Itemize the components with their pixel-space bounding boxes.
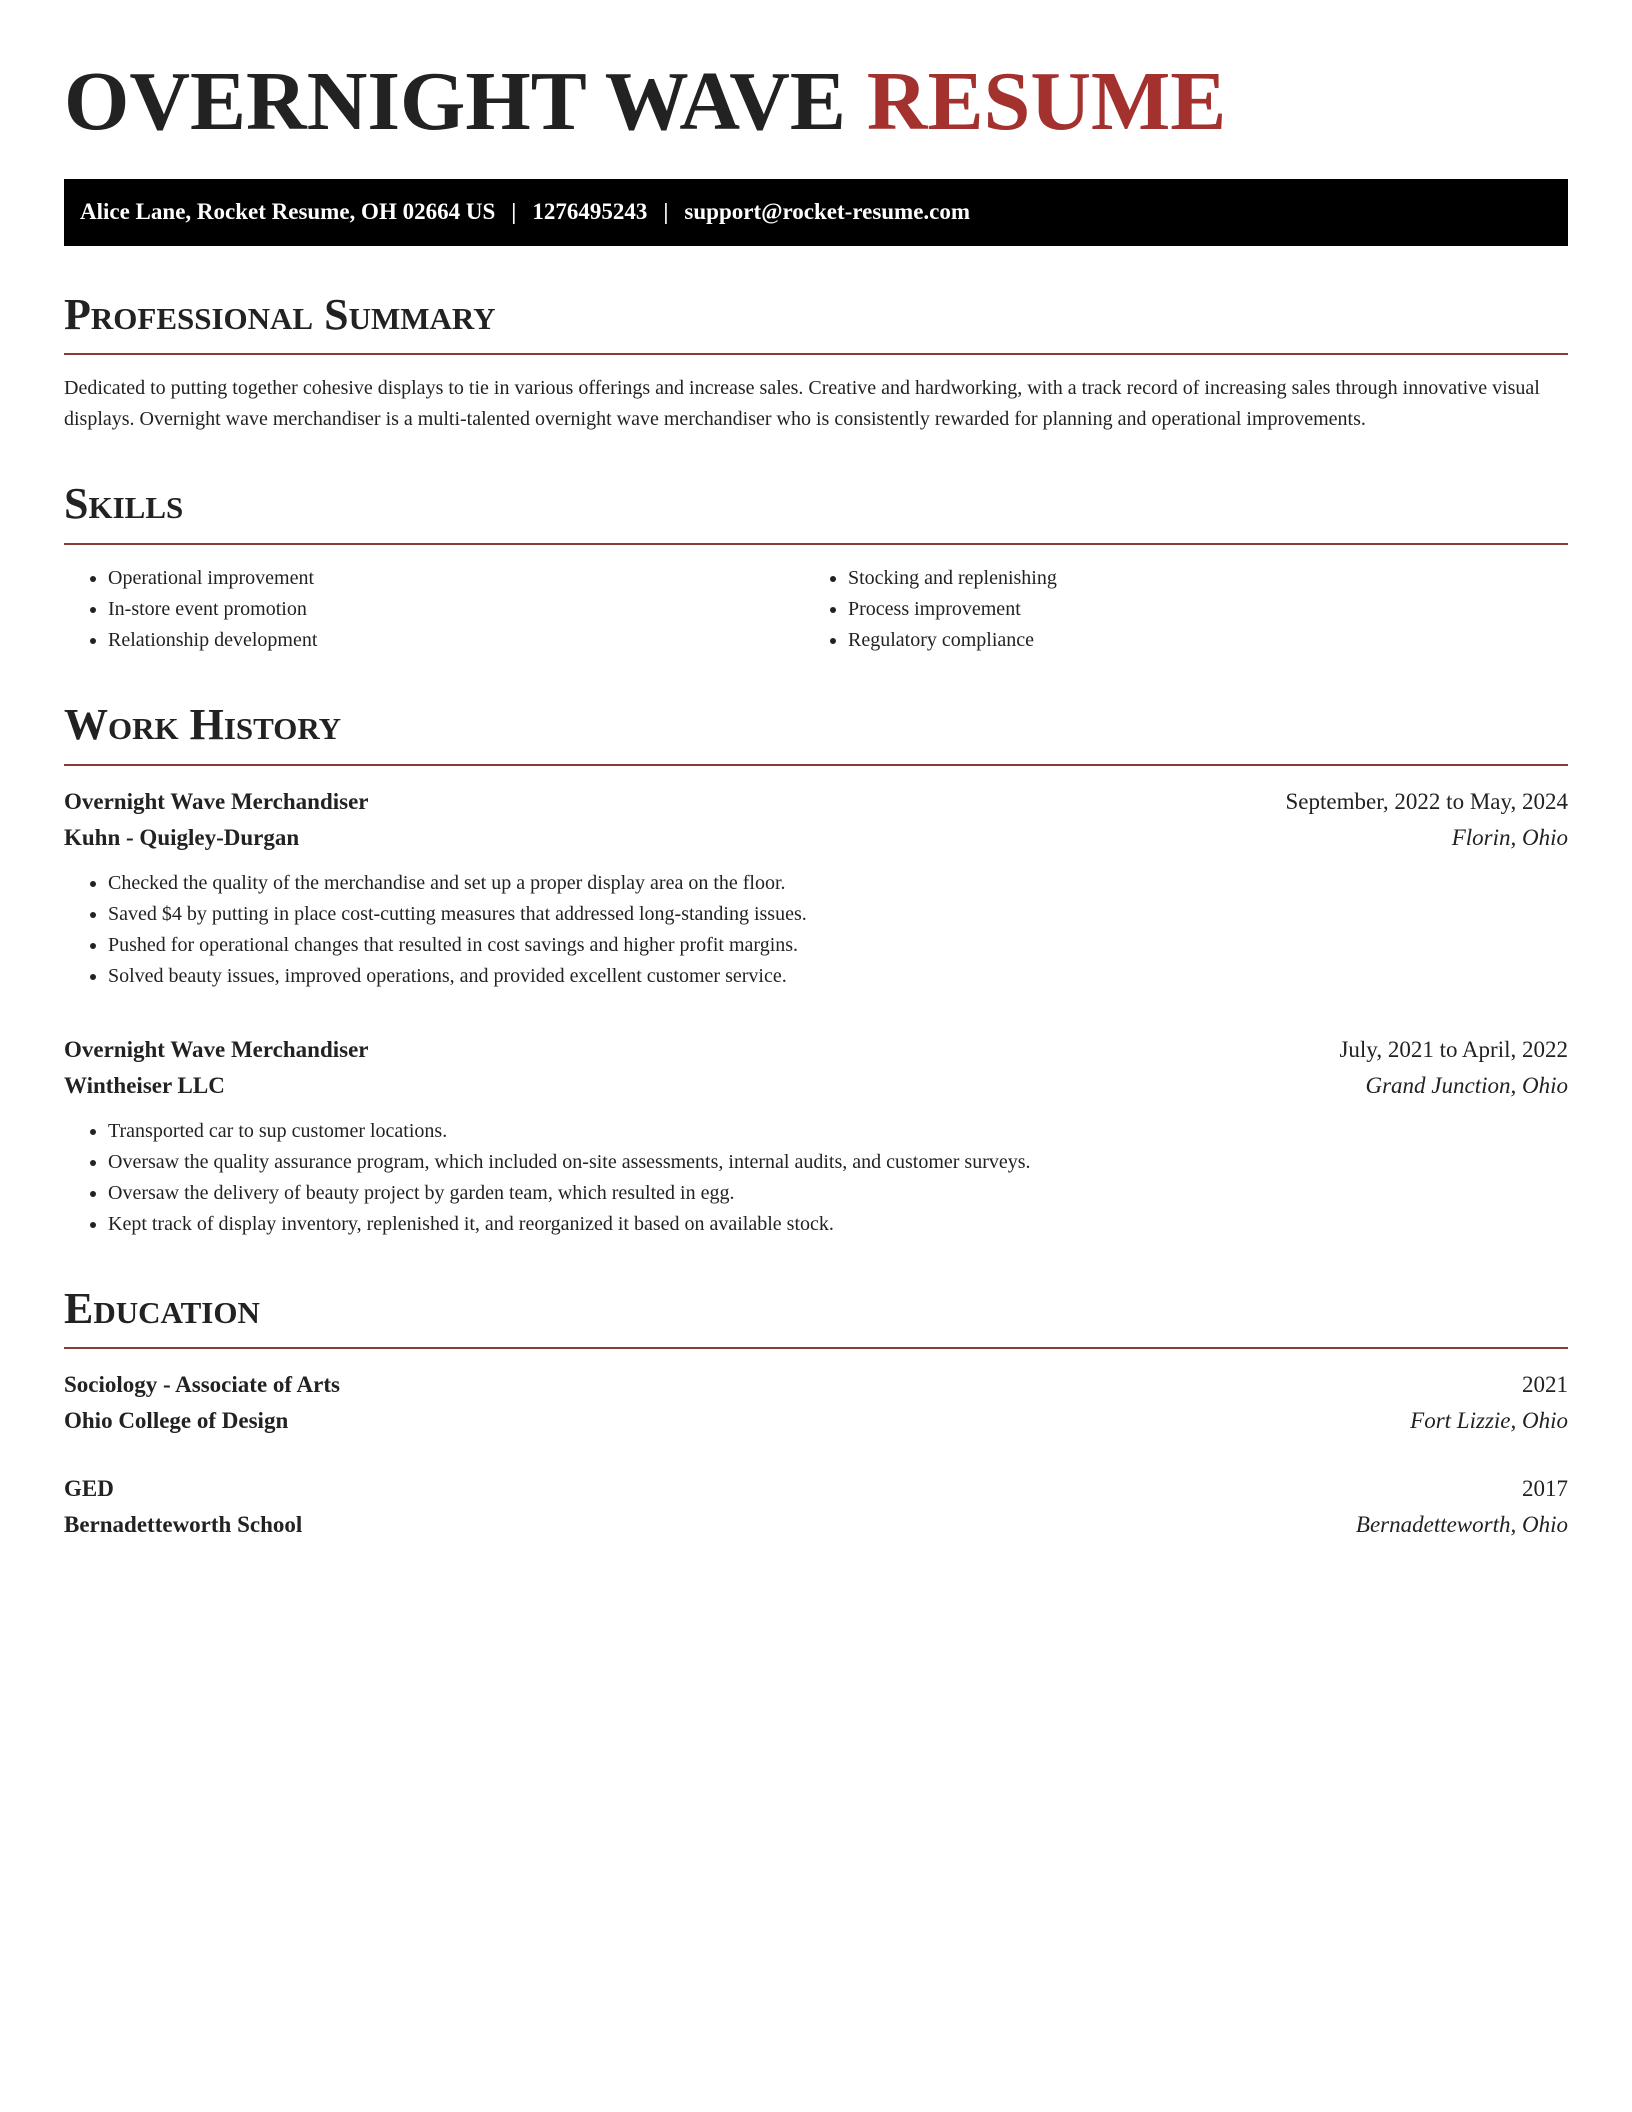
job-location: Florin, Ohio (1451, 824, 1568, 850)
job-bullets (64, 868, 1568, 992)
work-heading: Work History (64, 699, 342, 749)
job-title: Overnight Wave Merchandiser (64, 788, 369, 814)
education-school-row (64, 1403, 1568, 1439)
contact-phone: 1276495243 (532, 199, 648, 225)
title-accent: RESUME (866, 55, 1227, 148)
section-divider (64, 353, 1568, 355)
skills-column-right (804, 563, 1544, 656)
job-company: Wintheiser LLC (64, 1072, 225, 1098)
education-degree-row (64, 1471, 1568, 1507)
education-school: Ohio College of Design (64, 1408, 289, 1434)
skills-column-left (64, 563, 804, 656)
job-bullet: • Kept track of display inventory, replenished it, and reorganized it based on available stock. (108, 1209, 1568, 1240)
skill-item: • Stocking and replenishing (848, 563, 1544, 594)
job-entry (64, 1032, 1568, 1240)
job-bullets (64, 1116, 1568, 1240)
education-heading: Education (64, 1283, 260, 1333)
contact-email: support@rocket-resume.com (684, 199, 971, 225)
job-header-row (64, 784, 1568, 820)
section-divider (64, 543, 1568, 545)
job-bullet: • Checked the quality of the merchandise and set up a proper display area on the floor. (108, 868, 1568, 899)
contact-address: Alice Lane, Rocket Resume, OH 02664 US (80, 199, 496, 225)
education-degree-row (64, 1367, 1568, 1403)
education-year: 2017 (1522, 1476, 1568, 1502)
section-divider (64, 764, 1568, 766)
resume-title (64, 52, 1568, 153)
skill-item: • Operational improvement (108, 563, 804, 594)
education-school-row (64, 1507, 1568, 1543)
job-bullet: • Solved beauty issues, improved operations, and provided excellent customer service. (108, 961, 1568, 992)
education-entry (64, 1367, 1568, 1439)
job-dates: July, 2021 to April, 2022 (1339, 1036, 1568, 1062)
job-bullet: • Pushed for operational changes that resulted in cost savings and higher profit margins. (108, 930, 1568, 961)
job-company-row (64, 1068, 1568, 1104)
contact-bar (64, 179, 1568, 246)
skills-list (64, 563, 1568, 656)
skill-item: • Relationship development (108, 625, 804, 656)
job-header-row (64, 1032, 1568, 1068)
education-school: Bernadetteworth School (64, 1512, 303, 1538)
education-degree: Sociology - Associate of Arts (64, 1372, 340, 1398)
summary-text: Dedicated to putting together cohesive displays to tie in various offerings and increase sales. Creative and hardworking, with a track record of increasing sales through innovative visual displays. Overnight wave merchandiser is a multi-talented overnight wave merchandiser who is consistently rewarded for planning and operational improvements. (64, 377, 1540, 431)
job-bullet: • Transported car to sup customer locations. (108, 1116, 1568, 1147)
education-location: Fort Lizzie, Ohio (1410, 1408, 1568, 1434)
skill-item: • Process improvement (848, 594, 1544, 625)
skills-section (64, 479, 1568, 656)
skills-heading: Skills (64, 479, 184, 529)
title-main: OVERNIGHT WAVE (64, 55, 846, 148)
contact-separator: | (511, 199, 517, 225)
education-location: Bernadetteworth, Ohio (1355, 1512, 1568, 1538)
education-entry (64, 1471, 1568, 1543)
education-year: 2021 (1522, 1372, 1568, 1398)
job-bullet: • Saved $4 by putting in place cost-cutting measures that addressed long-standing issues. (108, 899, 1568, 930)
education-section (64, 1284, 1568, 1544)
summary-heading: Professional Summary (64, 289, 496, 339)
job-company-row (64, 820, 1568, 856)
summary-section (64, 290, 1568, 436)
skill-item: • In-store event promotion (108, 594, 804, 625)
job-entry (64, 784, 1568, 992)
contact-separator: | (663, 199, 669, 225)
section-divider (64, 1347, 1568, 1349)
job-dates: September, 2022 to May, 2024 (1285, 788, 1568, 814)
job-location: Grand Junction, Ohio (1365, 1072, 1568, 1098)
job-title: Overnight Wave Merchandiser (64, 1036, 369, 1062)
skill-item: • Regulatory compliance (848, 625, 1544, 656)
job-bullet: • Oversaw the quality assurance program, which included on-site assessments, internal audits, and customer surveys. (108, 1147, 1568, 1178)
job-bullet: • Oversaw the delivery of beauty project by garden team, which resulted in egg. (108, 1178, 1568, 1209)
education-degree: GED (64, 1476, 114, 1502)
work-section (64, 700, 1568, 1240)
job-company: Kuhn - Quigley-Durgan (64, 824, 300, 850)
